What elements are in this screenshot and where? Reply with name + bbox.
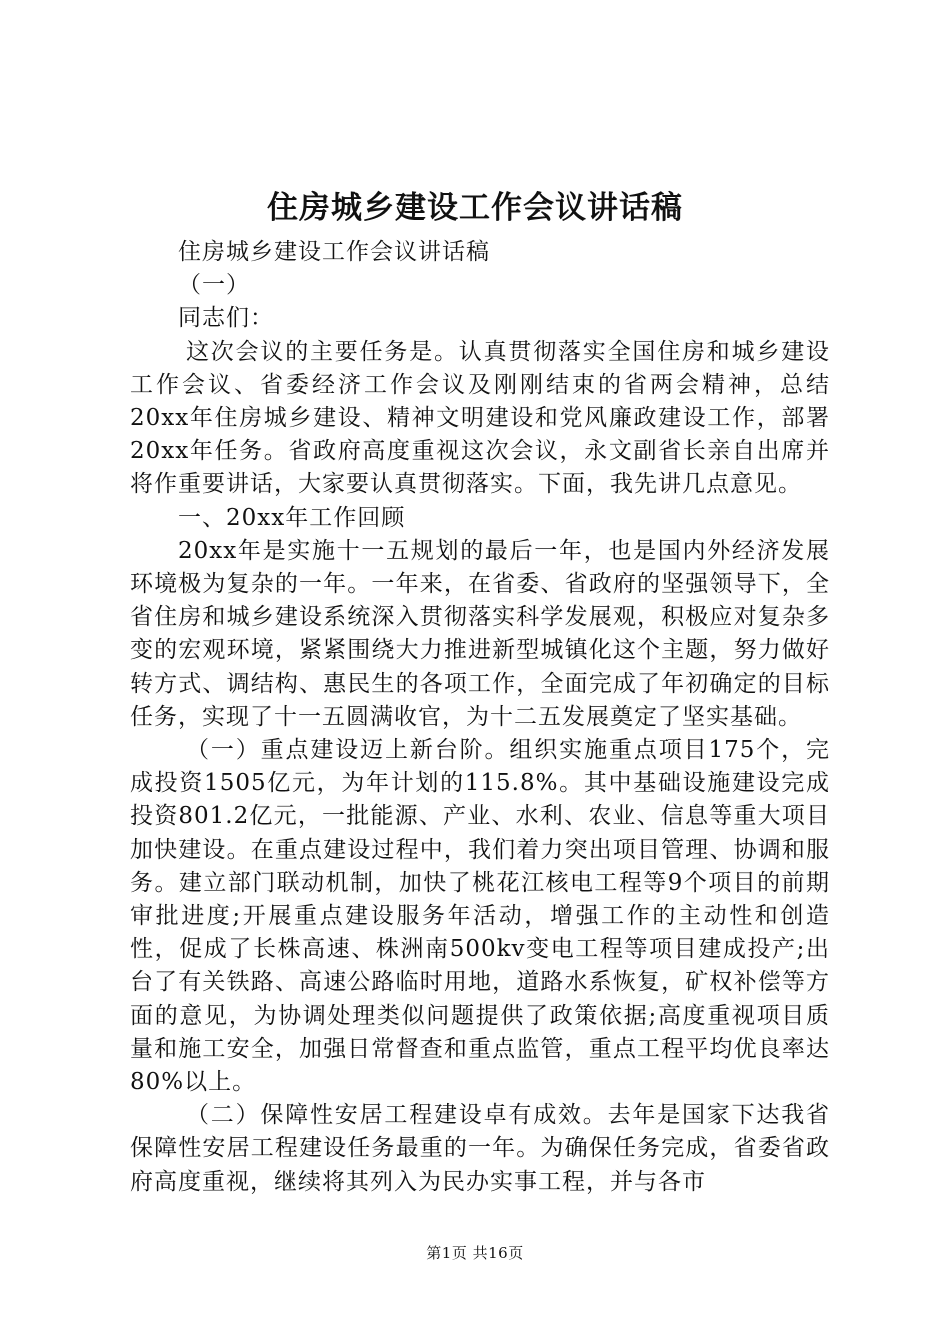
section-heading: 一、20xx年工作回顾 [178, 504, 406, 531]
subtitle-paragraph: 住房城乡建设工作会议讲话稿 [178, 239, 490, 265]
page-number-footer: 第1页 共16页 [426, 1244, 524, 1262]
body-paragraph: （二）保障性安居工程建设卓有成效。去年是国家下达我省保障性安居工程建设任务最重的一年。为确保任务完成，省委省政府高度重视，继续将其列入为民办实事工程，并与各市 [130, 1102, 830, 1195]
body-paragraph: 20xx年是实施十一五规划的最后一年，也是国内外经济发展环境极为复杂的一年。一年来，在省委、省政府的坚强领导下，全省住房和城乡建设系统深入贯彻落实科学发展观，积极应对复杂多变的宏观环境，紧紧围绕大力推进新型城镇化这个主题，努力做好转方式、调结构、惠民生的各项工作，全面完成了年初确定的目标任务，实现了十一五圆满收官，为十二五发展奠定了坚实基础。 [130, 537, 830, 730]
salutation-paragraph: 同志们： [178, 305, 274, 332]
section-number-paragraph: （一） [178, 272, 250, 299]
document-body [130, 236, 830, 1199]
body-paragraph: （一）重点建设迈上新台阶。组织实施重点项目175个，完成投资1505亿元，为年计划的115.8%。其中基础设施建设完成投资801.2亿元，一批能源、产业、水利、农业、信息等重大项目加快建设。在重点建设过程中，我们着力突出项目管理、协调和服务。建立部门联动机制，加快了桃花江核电工程等9个项目的前期审批进度;开展重点建设服务年活动，增强工作的主动性和创造性，促成了长株高速、株洲南500kv变电工程等项目建成投产;出台了有关铁路、高速公路临时用地，道路水系恢复，矿权补偿等方面的意见，为协调处理类似问题提供了政策依据;高度重视项目质量和施工安全，加强日常督查和重点监管，重点工程平均优良率达80%以上。 [130, 737, 830, 1096]
document-title: 住房城乡建设工作会议讲话稿 [267, 190, 683, 226]
body-paragraph: 这次会议的主要任务是。认真贯彻落实全国住房和城乡建设工作会议、省委经济工作会议及刚刚结束的省两会精神，总结20xx年住房城乡建设、精神文明建设和党风廉政建设工作，部署20xx年任务。省政府高度重视这次会议，永文副省长亲自出席并将作重要讲话，大家要认真贯彻落实。下面，我先讲几点意见。 [130, 338, 830, 498]
